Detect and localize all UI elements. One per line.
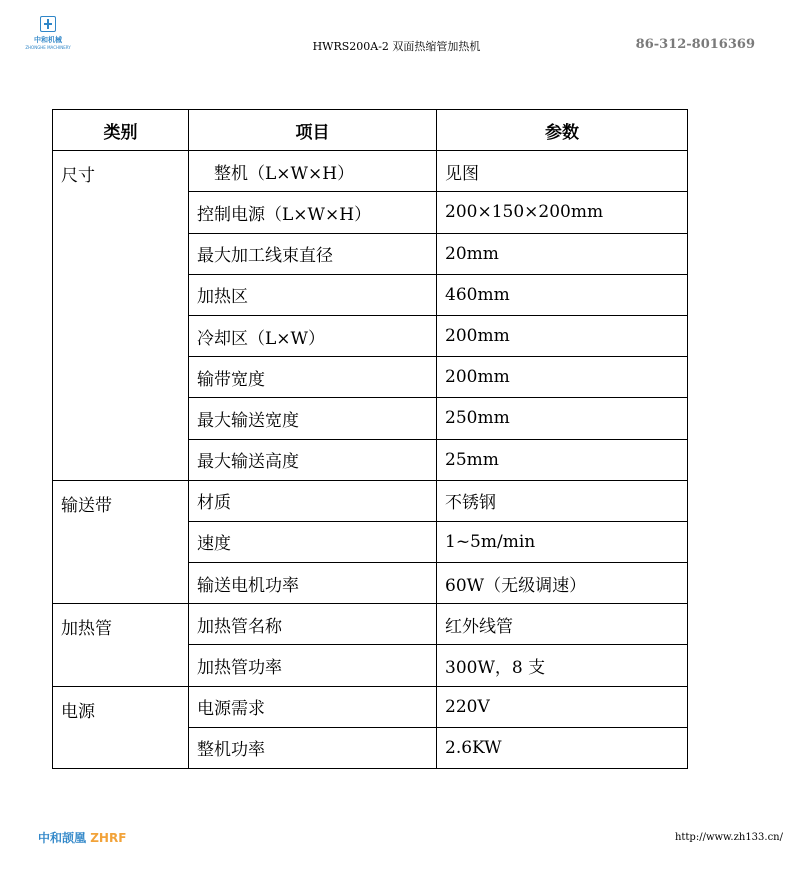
value-cell: 460mm (437, 274, 688, 315)
item-cell: 控制电源（L×W×H） (189, 192, 437, 233)
category-cell: 加热管 (53, 604, 189, 686)
item-cell: 电源需求 (189, 686, 437, 727)
value-cell: 25mm (437, 439, 688, 480)
category-cell: 电源 (53, 686, 189, 768)
footer-logo-en: ZHRF (90, 831, 127, 845)
item-cell: 冷却区（L×W） (189, 315, 437, 356)
item-cell: 加热区 (189, 274, 437, 315)
value-cell: 1~5m/min (437, 521, 688, 562)
item-cell: 整机（L×W×H） (189, 151, 437, 192)
footer-logo-cn: 中和颉凰 (38, 831, 87, 845)
value-cell: 20mm (437, 233, 688, 274)
footer-logo (38, 829, 126, 846)
value-cell: 红外线管 (437, 604, 688, 645)
column-header-item: 项目 (189, 110, 437, 151)
item-cell: 最大输送高度 (189, 439, 437, 480)
item-cell: 加热管名称 (189, 604, 437, 645)
column-header-parameter: 参数 (437, 110, 688, 151)
document-title: HWRS200A-2 双面热缩管加热机 (312, 40, 481, 53)
value-cell: 200mm (437, 315, 688, 356)
column-header-category: 类别 (53, 110, 189, 151)
logo-text: 中和机械 (34, 36, 62, 44)
value-cell: 300W，8 支 (437, 645, 688, 686)
value-cell: 2.6KW (437, 727, 688, 768)
value-cell: 250mm (437, 398, 688, 439)
item-cell: 材质 (189, 480, 437, 521)
item-cell: 输带宽度 (189, 357, 437, 398)
table-row (53, 604, 688, 645)
item-cell: 最大加工线束直径 (189, 233, 437, 274)
logo-subtext: ZHONGHE MACHINERY (25, 45, 71, 50)
table-row (53, 686, 688, 727)
value-cell: 200mm (437, 357, 688, 398)
footer-url: http://www.zh133.cn/ (674, 832, 783, 843)
item-cell: 最大输送宽度 (189, 398, 437, 439)
category-cell: 尺寸 (53, 151, 189, 481)
value-cell: 不锈钢 (437, 480, 688, 521)
item-cell: 整机功率 (189, 727, 437, 768)
value-cell: 220V (437, 686, 688, 727)
item-cell: 速度 (189, 521, 437, 562)
table-row (53, 480, 688, 521)
value-cell: 60W（无级调速） (437, 563, 688, 604)
category-cell: 输送带 (53, 480, 189, 604)
table-header-row (53, 110, 688, 151)
item-cell: 输送电机功率 (189, 563, 437, 604)
spec-table (52, 109, 688, 769)
logo-mark-icon (40, 16, 56, 32)
value-cell: 200×150×200mm (437, 192, 688, 233)
table-row (53, 151, 688, 192)
value-cell: 见图 (437, 151, 688, 192)
phone-number: 86-312-8016369 (635, 37, 755, 52)
item-cell: 加热管功率 (189, 645, 437, 686)
